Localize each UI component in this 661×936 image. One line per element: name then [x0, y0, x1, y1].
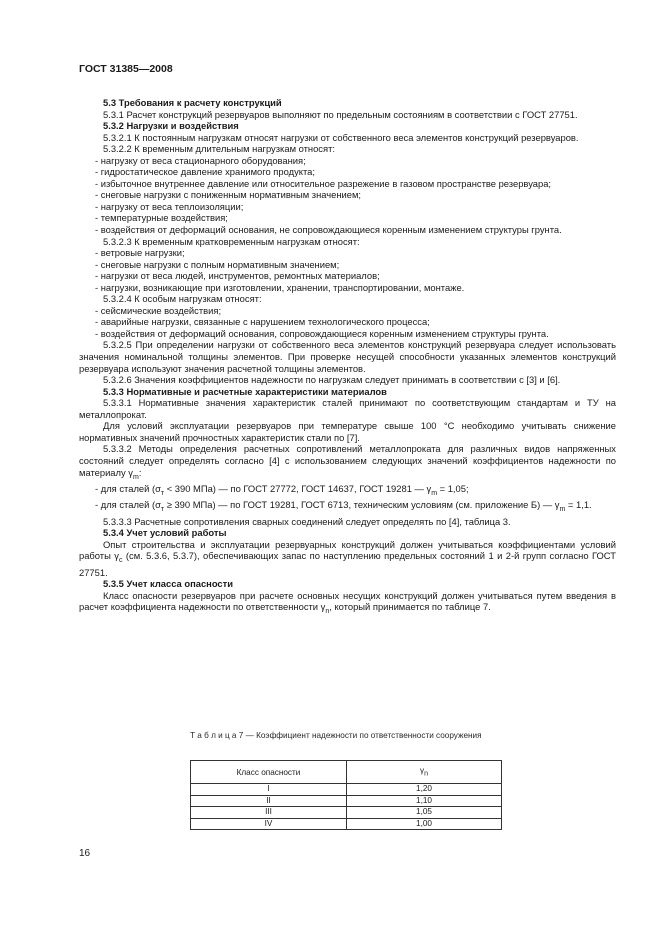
list-item: - нагрузки, возникающие при изготовлении, хранении, транспортировании, монтаже.	[95, 281, 465, 293]
paragraph-5-3-3-2: 5.3.3.2 Методы определения расчетных сопротивлений металлопроката для различных видов напряженных состояний следует определять согласно [4] с использованием следующих значений коэффициентов надежности по материалу $\gamma_m$:	[79, 443, 616, 481]
list-item: - нагрузку от веса стационарного оборудования;	[95, 154, 306, 166]
list-item: - нагрузку от веса теплоизоляции;	[95, 200, 244, 212]
list-item: - сейсмические воздействия;	[95, 304, 222, 316]
table-cell-class: III	[191, 807, 347, 819]
paragraph-5-3-3-3: 5.3.3.3 Расчетные сопротивления сварных соединений следует определять по [4], таблица 3.	[103, 515, 511, 527]
table-cell-value: 1,20	[347, 784, 502, 796]
table-cell-value: 1,10	[347, 795, 502, 807]
table-row	[191, 795, 502, 807]
table-row	[191, 807, 502, 819]
list-item: - гидростатическое давление хранимого продукта;	[95, 166, 315, 178]
section-5-3-5-title: 5.3.5 Учет класса опасности	[103, 578, 234, 590]
paragraph-5-3-2-6: 5.3.2.6 Значения коэффициентов надежности по нагрузкам следует принимать в соответствии с [3] и [6].	[103, 374, 561, 386]
section-5-3-3-title: 5.3.3 Нормативные и расчетные характеристики материалов	[103, 385, 387, 397]
paragraph-5-3-2-4: 5.3.2.4 К особым нагрузкам относят:	[103, 293, 262, 305]
column-header-class: Класс опасности	[191, 761, 347, 784]
table-cell-class: IV	[191, 818, 347, 830]
paragraph-5-3-3-1: 5.3.3.1 Нормативные значения характеристик сталей принимают по соответствующим стандартам и ТУ на металлопрокат.	[79, 397, 616, 420]
table-cell-class: I	[191, 784, 347, 796]
table-row	[191, 818, 502, 830]
paragraph-5-3-2-3: 5.3.2.3 К временным кратковременным нагрузкам относят:	[103, 235, 360, 247]
document-body	[79, 97, 616, 618]
list-item: - нагрузки от веса людей, инструментов, ремонтных материалов;	[95, 270, 380, 282]
page-number: 16	[79, 848, 91, 859]
paragraph-5-3-4: Опыт строительства и эксплуатации резервуарных конструкций должен учитываться коэффициентами условий работы $\gamma_c$ (см. 5.3.6, 5.3.7), обеспечивающих запас по наступлению предельных состояний 1 и 2-й групп согласно ГОСТ 27751.	[79, 538, 616, 578]
list-item: - ветровые нагрузки;	[95, 247, 185, 259]
list-item: - снеговые нагрузки с пониженным нормативным значением;	[95, 189, 362, 201]
section-5-3-4-title: 5.3.4 Учет условий работы	[103, 527, 227, 539]
column-header-coefficient: $\gamma_n$	[347, 761, 502, 784]
paragraph-5-3-2-1: 5.3.2.1 К постоянным нагрузкам относят нагрузки от собственного веса элементов конструкций резервуаров.	[103, 131, 579, 143]
list-item: - для сталей ($\sigma_т < 390$ МПа) — по ГОСТ 27772, ГОСТ 14637, ГОСТ 19281 — $\gamma_m = 1,05$;	[95, 482, 469, 497]
paragraph-5-3-1: 5.3.1 Расчет конструкций резервуаров выполняют по предельным состояниям в соответствии с ГОСТ 27751.	[103, 108, 578, 120]
list-item: - для сталей ($\sigma_т \ge 390$ МПа) — по ГОСТ 19281, ГОСТ 6713, техническим условиям (см. приложение Б) — $\gamma_m = 1,1$.	[95, 499, 592, 514]
table-caption: Т а б л и ц а 7 — Коэффициент надежности по ответственности сооружения	[190, 731, 482, 740]
table-cell-value: 1,05	[347, 807, 502, 819]
list-item: - снеговые нагрузки с полным нормативным значением;	[95, 258, 340, 270]
section-5-3-2-title: 5.3.2 Нагрузки и воздействия	[103, 120, 239, 132]
document-header: ГОСТ 31385—2008	[79, 63, 173, 75]
paragraph-5-3-2-5: 5.3.2.5 При определении нагрузки от собственного веса элементов конструкций резервуара следует использовать значения номинальной толщины элементов. При проверке несущей способности указанных элементов конструкций резервуара используют значения расчетной толщины элементов.	[79, 339, 616, 374]
table-cell-class: II	[191, 795, 347, 807]
table-header-row	[191, 761, 502, 784]
table-row	[191, 784, 502, 796]
table-cell-value: 1,00	[347, 818, 502, 830]
list-item: - избыточное внутреннее давление или относительное разрежение в газовом пространстве резервуара;	[95, 177, 552, 189]
list-item: - воздействия от деформаций основания, не сопровождающиеся коренным изменением структуры грунта.	[95, 224, 562, 236]
paragraph-5-3-5: Класс опасности резервуаров при расчете основных несущих конструкций должен учитываться путем введения в расчет коэффициента надежности по ответственности $\gamma_n$, который принимается по таблице 7.	[79, 589, 616, 616]
paragraph-5-3-3-1-temperature: Для условий эксплуатации резервуаров при температуре свыше 100 °С необходимо учитывать снижение нормативных значений прочностных характеристик стали по [7].	[79, 420, 616, 443]
paragraph-5-3-2-2: 5.3.2.2 К временным длительным нагрузкам относят:	[103, 143, 335, 155]
list-item: - аварийные нагрузки, связанные с нарушением технологического процесса;	[95, 316, 430, 328]
list-item: - воздействия от деформаций основания, сопровождающиеся коренным изменением структуры грунта.	[95, 327, 549, 339]
section-5-3-title: 5.3 Требования к расчету конструкций	[103, 97, 282, 108]
responsibility-coefficient-table	[190, 760, 502, 830]
list-item: - температурные воздействия;	[95, 212, 228, 224]
